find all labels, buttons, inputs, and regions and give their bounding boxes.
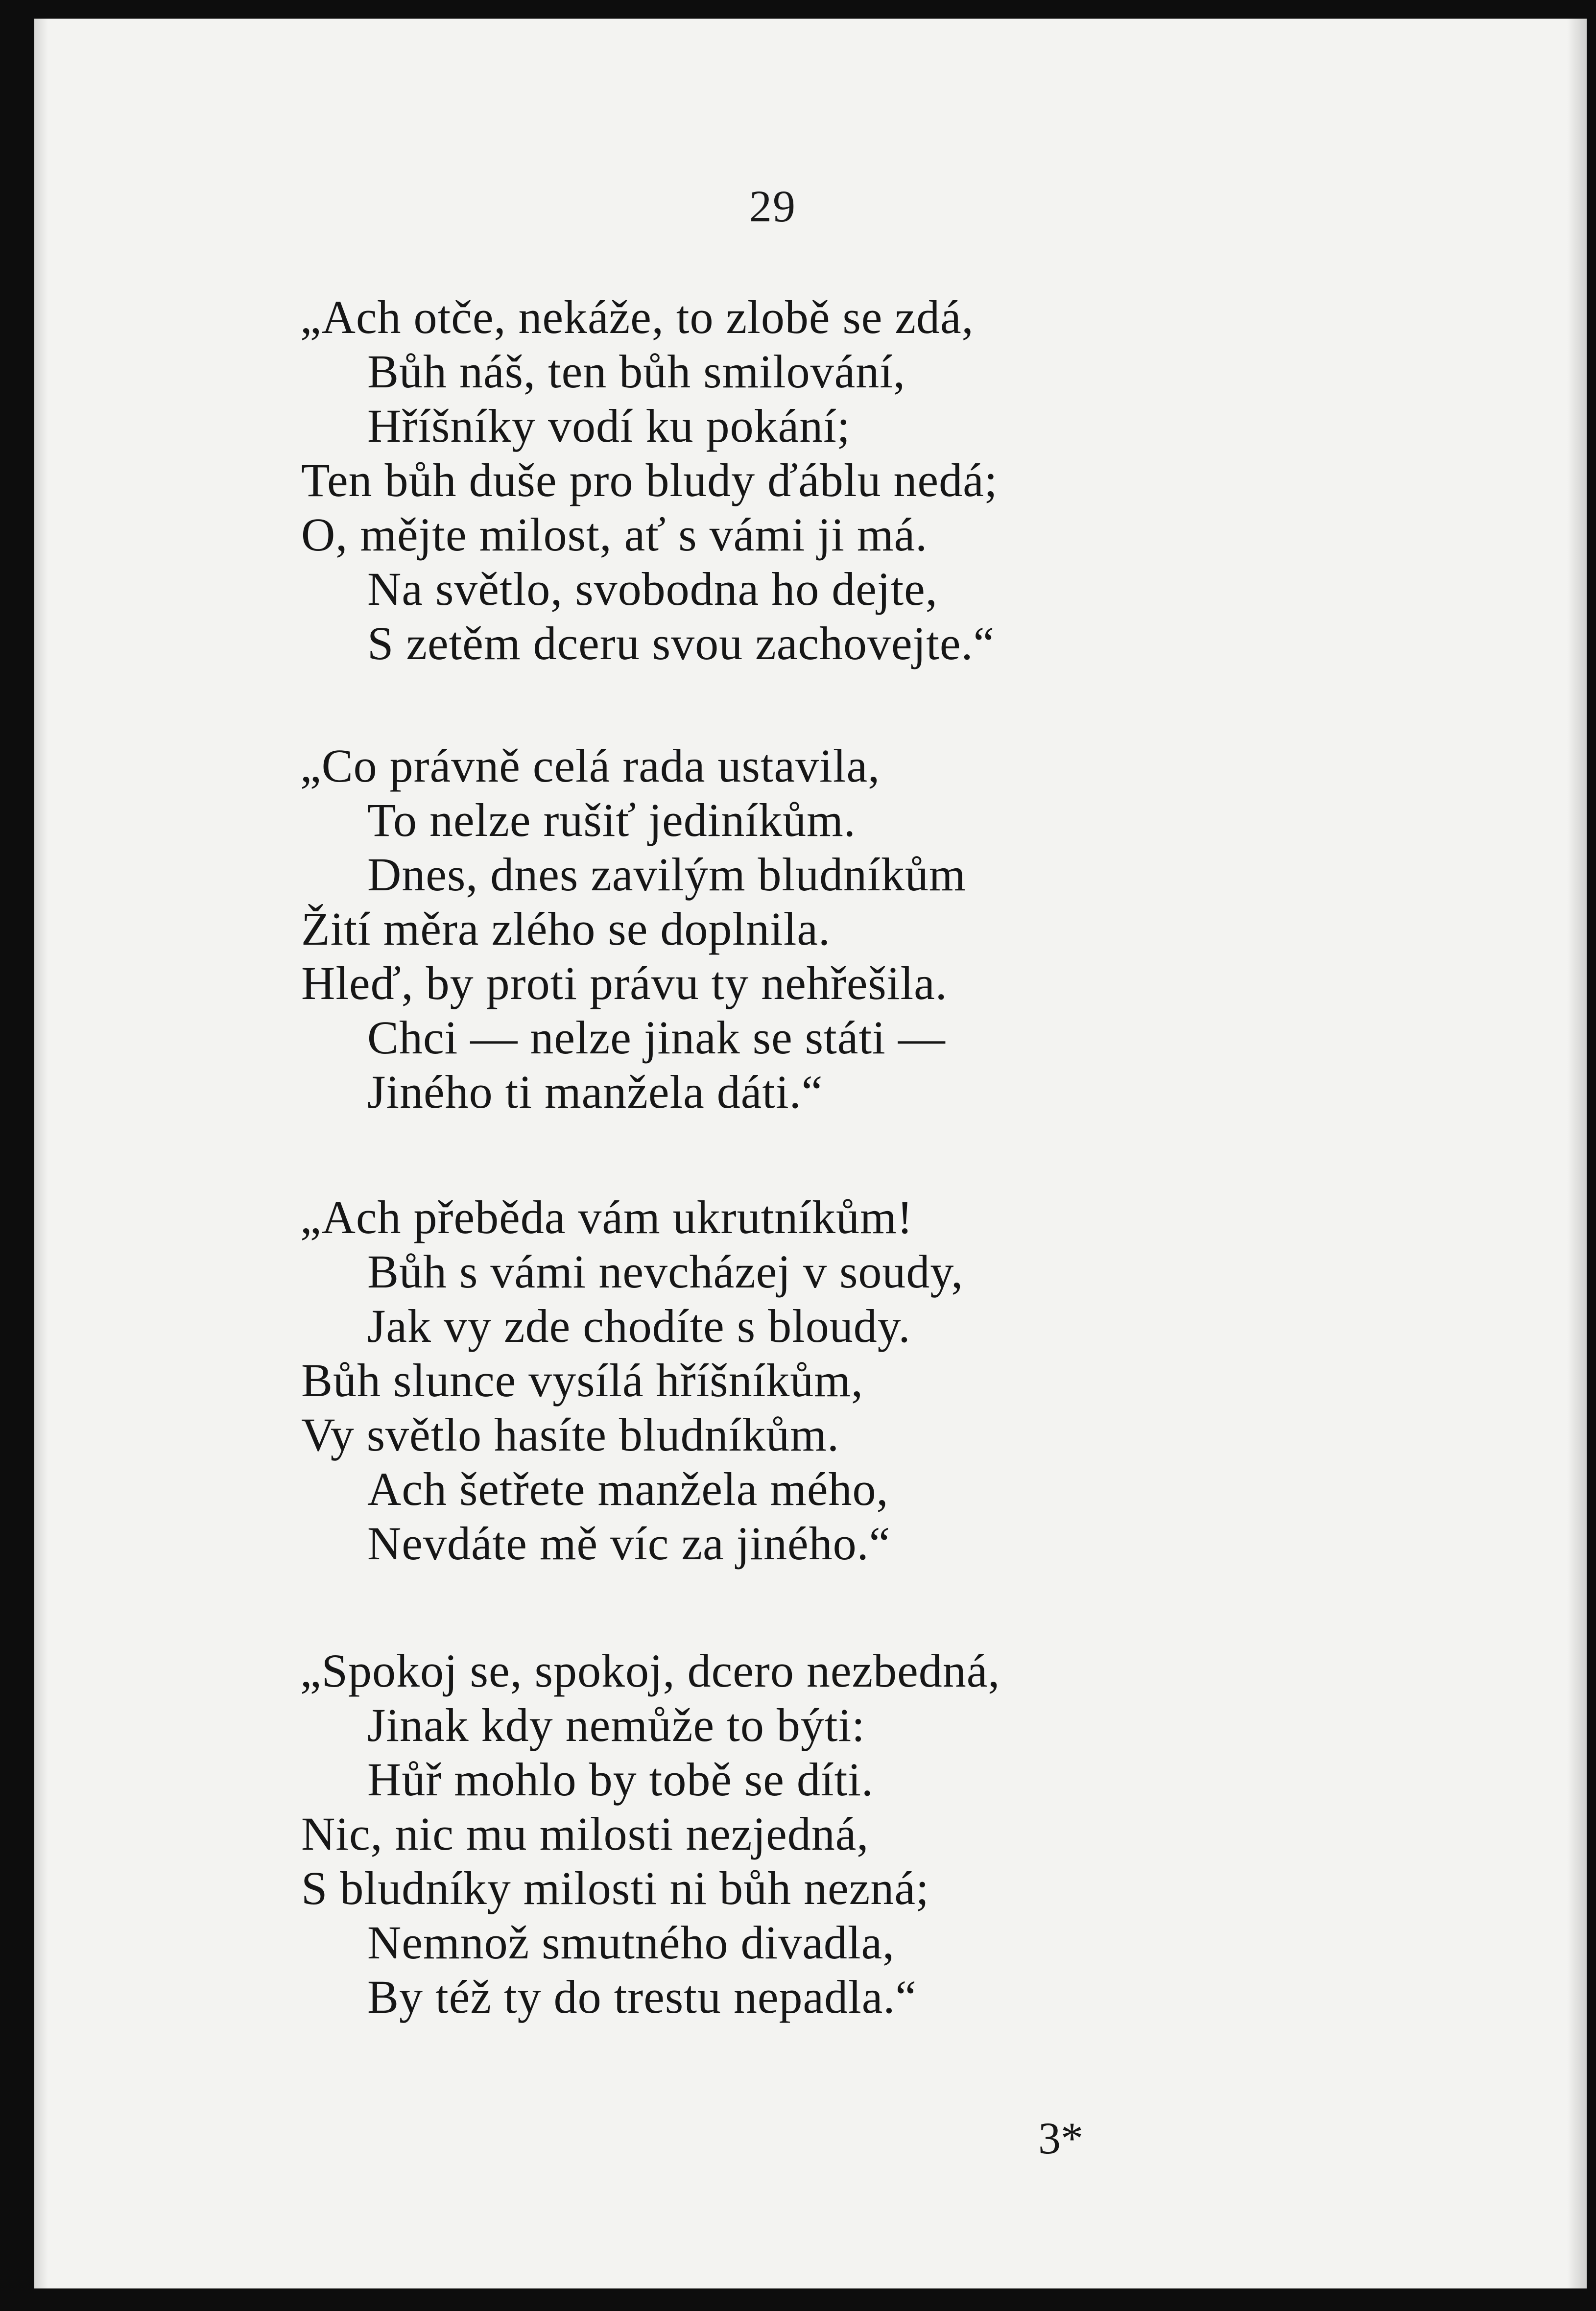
poem-line: Ach šetřete manžela mého,: [367, 1463, 889, 1515]
poem-line: Chci — nelze jinak se státi —: [367, 1011, 946, 1064]
poem-line: Hříšníky vodí ku pokání;: [367, 400, 851, 452]
poem-line: Jiného ti manžela dáti.“: [367, 1066, 823, 1118]
signature-mark: 3*: [1038, 2113, 1083, 2163]
poem-line: Nevdáte mě víc za jiného.“: [367, 1517, 891, 1570]
poem-line: Jak vy zde chodíte s bloudy.: [367, 1300, 911, 1352]
poem-line: Ten bůh duše pro bludy ďáblu nedá;: [301, 454, 998, 506]
poem-line: „Ach přeběda vám ukrutníkům!: [300, 1191, 913, 1243]
poem-line: Nic, nic mu milosti nezjedná,: [301, 1808, 869, 1860]
page-right-edge-shadow: [1567, 19, 1587, 2288]
page-left-edge-shadow: [34, 19, 48, 2288]
poem-line: Na světlo, svobodna ho dejte,: [367, 563, 938, 615]
poem-line: „Spokoj se, spokoj, dcero nezbedná,: [300, 1644, 1000, 1697]
poem-line: O, mějte milost, ať s vámi ji má.: [301, 508, 928, 561]
poem-line: Jinak kdy nemůže to býti:: [367, 1699, 865, 1751]
poem-line: By též ty do trestu nepadla.“: [367, 1971, 917, 2023]
page-number: 29: [749, 181, 796, 231]
poem-line: „Co právně celá rada ustavila,: [300, 739, 881, 792]
poem-line: Bůh náš, ten bůh smilování,: [367, 345, 905, 398]
poem-line: Bůh slunce vysílá hříšníkům,: [301, 1354, 863, 1406]
poem-line: Žití měra zlého se doplnila.: [301, 903, 831, 955]
poem-line: Hleď, by proti právu ty nehřešila.: [301, 957, 948, 1009]
book-page: [34, 19, 1587, 2288]
poem-line: Vy světlo hasíte bludníkům.: [301, 1408, 839, 1461]
poem-line: „Ach otče, nekáže, to zlobě se zdá,: [300, 291, 974, 343]
poem-line: Dnes, dnes zavilým bludníkům: [367, 848, 966, 901]
poem-line: S zetěm dceru svou zachovejte.“: [367, 617, 995, 669]
poem-line: S bludníky milosti ni bůh nezná;: [301, 1862, 929, 1914]
poem-line: Hůř mohlo by tobě se díti.: [367, 1753, 874, 1806]
poem-line: Nemnož smutného divadla,: [367, 1916, 895, 1969]
poem-line: To nelze rušiť jediníkům.: [367, 794, 856, 846]
poem-line: Bůh s vámi nevcházej v soudy,: [367, 1245, 964, 1298]
